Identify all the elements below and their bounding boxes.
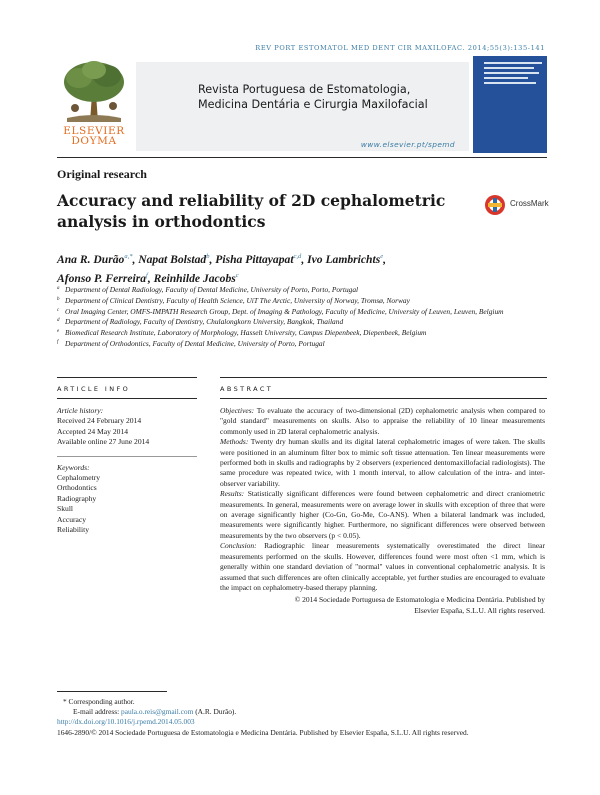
received-date: Received 24 February 2014: [57, 416, 142, 426]
keyword: Radiography: [57, 493, 97, 503]
available-date: Available online 27 June 2014: [57, 437, 150, 447]
journal-title-box: [136, 62, 469, 151]
abstract-methods: Methods: Twenty dry human skulls and its digital lateral cephalometric images of were taken. The skulls were positioned in an aluminum filter box to mimic soft tissue attenuation. Ten linear measurements were performed both in skulls and radiographs by 2 observers (experienced dentomaxillofacial radiologists). The same procedure was repeated twice, with 1 month interval, to allow calculation of the intra- and inter-observer variability.: [220, 437, 545, 488]
author: Ivo Lambrichts: [307, 252, 381, 266]
rights-line: 1646-2890/© 2014 Sociedade Portuguesa de Estomatologia e Medicina Dentária. Published by Elsevier España, S.L.U. All rights reserved.: [57, 727, 469, 737]
abstract-heading: ABSTRACT: [220, 385, 274, 393]
author-list: Ana R. Durão$^{a,*}$, Napat Bolstad$^b$, Pisha Pittayapat$^{c,d}$, Ivo Lambrichts$^e$, Afonso P. Ferreira$^f$, Reinhilde Jacobs$^c$: [57, 252, 387, 285]
author: Afonso P. Ferreira: [57, 271, 147, 285]
article-info-subrule: [57, 398, 197, 399]
doi-link[interactable]: http://dx.doi.org/10.1016/j.rpemd.2014.05.003: [57, 717, 195, 727]
journal-url[interactable]: www.elsevier.pt/spemd: [360, 140, 455, 149]
crossmark-label: CrossMark: [510, 199, 549, 208]
journal-citation: REV PORT ESTOMATOL MED DENT CIR MAXILOFAC. 2014;55(3):135-141: [255, 44, 545, 52]
history-label: Article history:: [57, 406, 104, 415]
crossmark-badge[interactable]: [484, 194, 550, 214]
article-info-rule: [57, 377, 197, 378]
elsevier-logo: [57, 56, 131, 153]
author: Pisha Pittayapat: [215, 252, 294, 266]
affiliations: [57, 285, 547, 350]
abstract: [220, 406, 545, 616]
abstract-objectives: Objectives: To evaluate the accuracy of two-dimensional (2D) cephalometric analysis when compared to "gold standard" measurements on skulls. Also to appraise the reliability of 10 linear measurements commonly used in 2D lateral cephalometric analysis.: [220, 406, 545, 436]
keywords-label: Keywords:: [57, 462, 90, 472]
affiliation: b Department of Clinical Dentistry, Faculty of Health Science, UiT The Arctic, University of Norway, Tromsø, Norway: [57, 295, 410, 305]
email-link[interactable]: paula.o.reis@gmail.com: [121, 707, 194, 717]
affiliation: f Department of Orthodontics, Faculty of Dental Medicine, University of Porto, Portugal: [57, 338, 325, 348]
abstract-results: Results: Statistically significant differences were found between cephalometric and direct craniometric measurements. In general, measurements were on average lower in skulls with exception of three that were on average significantly higher (Co-Gn, Go-Me, Co-ANS). When a bilateral landmark was included, measurements were significantly higher. Furthermore, no significant differences were observed between measurements by the two observers (p < 0.05).: [220, 489, 546, 540]
email-line: E-mail address: paula.o.reis@gmail.com (A.R. Durão).: [73, 707, 237, 717]
author: Ana R. Durão: [57, 252, 125, 266]
keyword: Orthodontics: [57, 483, 97, 493]
elsevier-tree-icon: [57, 56, 131, 126]
corresponding-author: * Corresponding author.: [63, 697, 135, 706]
header-divider: [57, 157, 547, 158]
article-info: [57, 406, 197, 535]
journal-cover: [473, 56, 547, 153]
publisher-logo-text: ELSEVIER DOYMA: [63, 125, 125, 147]
article-info-heading: ARTICLE INFO: [57, 385, 131, 393]
author: Napat Bolstad: [138, 252, 207, 266]
abstract-subrule: [220, 398, 547, 399]
accepted-date: Accepted 24 May 2014: [57, 426, 129, 436]
abstract-copyright: © 2014 Sociedade Portuguesa de Estomatologia e Medicina Dentária. Published by Elsevier España, S.L.U. All rights reserved.: [294, 595, 545, 615]
journal-title: Revista Portuguesa de Estomatologia, Medicina Dentária e Cirurgia Maxilofacial: [198, 83, 428, 111]
article-title: Accuracy and reliability of 2D cephalometric analysis in orthodontics: [57, 191, 446, 231]
keyword: Accuracy: [57, 514, 87, 524]
affiliation: e Biomedical Research Institute, Laboratory of Morphology, Hasselt University, Campus Diepenbeek, Diepenbeek, Belgium: [57, 328, 427, 338]
footnote-rule: [57, 691, 167, 692]
keyword: Skull: [57, 504, 74, 514]
keyword: Cephalometry: [57, 473, 101, 483]
author: Reinhilde Jacobs: [153, 271, 236, 285]
affiliation: a Department of Dental Radiology, Faculty of Dental Medicine, University of Porto, Porto, Portugal: [57, 285, 359, 294]
section-label: Original research: [57, 167, 147, 181]
crossmark-icon: [484, 194, 506, 216]
affiliation: d Department of Radiology, Faculty of Dentistry, Chulalongkorn University, Bangkok, Thailand: [57, 317, 344, 327]
footer: [57, 697, 547, 738]
keyword: Reliability: [57, 525, 90, 535]
abstract-rule: [220, 377, 547, 378]
journal-header: [57, 56, 547, 153]
abstract-conclusion: Conclusion: Radiographic linear measurements systematically overestimated the direct linear measurements performed on the skulls. However, differences found were most often <1 mm, which is generally within one standard deviation of "normal" values in conventional cephalometric analysis. It is assumed that such differences are often clinically acceptable, yet further studies are encouraged to evaluate the impact on cephalometry-based therapy planning.: [220, 541, 545, 592]
affiliation: c Oral Imaging Center, OMFS-IMPATH Research Group, Dept. of Imaging & Pathology, Faculty of Medicine, University of Leuven, Leuven, Belgium: [57, 306, 504, 316]
